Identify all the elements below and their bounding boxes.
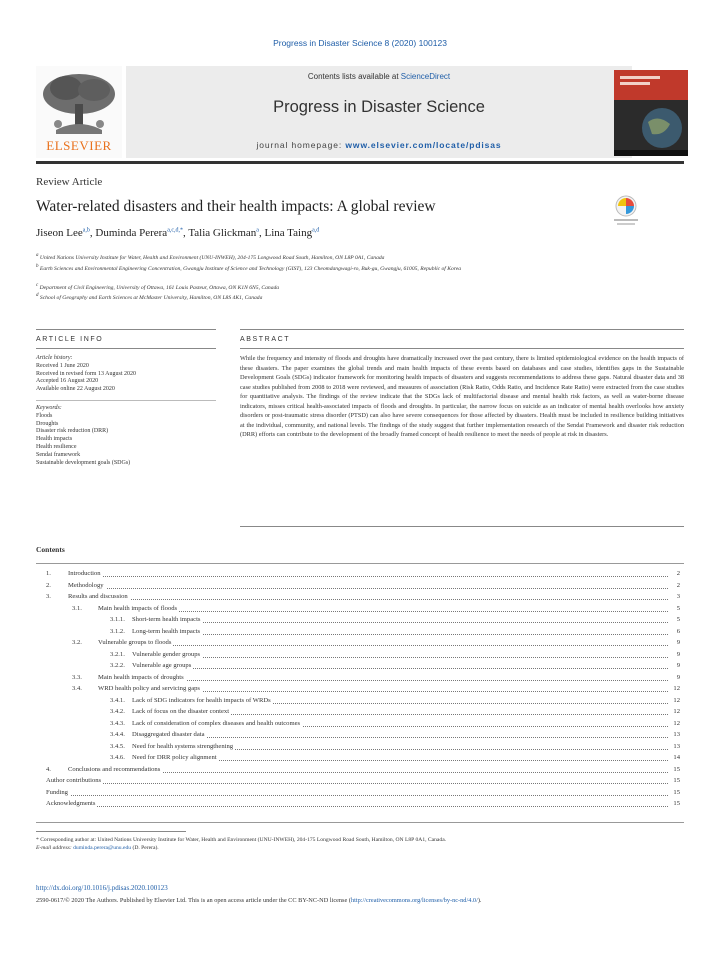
toc-leader-dots [98, 605, 668, 612]
toc-entry[interactable] [36, 731, 684, 742]
license-text: 2590-0617/© 2020 The Authors. Published by Elsevier Ltd. This is an open access article under the CC BY-NC-ND license (http://creativecommons.org/licenses/by-nc-nd/4.0/). [36, 897, 482, 904]
toc-entry-label[interactable]: Methodology [68, 581, 104, 589]
keyword: Disaster risk reduction (DRR) [36, 428, 109, 435]
corresponding-author-text: * Corresponding author at: United Nations University Institute for Water, Health and Environment (UNU-INWEH), 204-175 Longwood Road South, Hamilton, ON L8P 0A1, Canada. [36, 837, 447, 843]
toc-entry[interactable] [36, 593, 684, 604]
toc-entry-label[interactable]: Results and discussion [68, 593, 128, 600]
toc-entry-label[interactable]: Lack of focus on the disaster context [132, 708, 230, 715]
toc-entry-label[interactable]: Lack of consideration of complex diseases and health outcomes [132, 719, 301, 727]
affiliation: $^b$ Earth Sciences and Environmental Engineering Concentration, Gwangju Institute of Science and Technology (GIST), 123 Cheomdangwagi-ro, Buk-gu, Gwangju, 61005, Republic of Korea [36, 264, 462, 272]
toc-leader-dots [132, 662, 668, 669]
author-name[interactable]: Duminda Perera [95, 227, 168, 239]
author-list: Jiseon Lee$^{a,b}$, Duminda Perera$^{a,c,d,*}$, Talia Glickman$^a$, Lina Taing$^{a,d}$ [36, 227, 320, 239]
toc-entry[interactable] [36, 674, 684, 685]
toc-entry-page: 9 [676, 662, 680, 669]
history-item: Received 1 June 2020 [36, 362, 89, 369]
toc-entry-number: 3.4.1. [110, 696, 125, 704]
toc-leader-dots [132, 616, 668, 623]
toc-entry-label[interactable]: Conclusions and recommendations [68, 765, 161, 773]
toc-leader-dots [68, 582, 668, 589]
toc-entry-page: 6 [676, 627, 680, 635]
toc-leader-dots [98, 639, 668, 646]
toc-entry-page: 2 [676, 581, 680, 589]
toc-entry-page: 12 [673, 696, 680, 704]
toc-entry[interactable] [36, 743, 684, 754]
toc-entry-label[interactable]: Long-term health impacts [132, 627, 201, 635]
abstract-text: While the frequency and intensity of floods and droughts have dramatically increased over the past century, there is limited epidemiological evidence on the health impacts of these disasters. The paper examines the global trends and main health impacts of these events based on databases and case studies, identifies gaps in the Sustainable Development Goals (SDGs) indicator framework for monitoring health impacts of disasters and suggests recommendations to address these gaps. Natural disaster data and 38 case studies published from 2008 to 2018 were reviewed, and measures of association (Risk Ratio, Odds Ratio, and Incidence Rate Ratio) were extracted from the case studies for quantitative analysis. The findings of the review indicate that the SDGs lack of multifactorial disease and mental health risk factors, as well as water-borne disease indicators, misses critical health-associated impacts of floods and droughts. In particular, the narrow focus on suicide as an indicator of mental health overlooks how anxiety disorders or post-traumatic stress disorder (PTSD) can also have severe consequences for those affected by disasters. Health must be included in resilience building initiatives at the individual, community, and national levels. The findings of the study suggest that further implementation research of the Sendai Framework and disaster risk reduction (DRR) efforts can contribute to the development of the broadly framed concept of health resilience to meet the needs of people at risk in disasters. [240, 355, 684, 438]
toc-entry-number: 3.4. [72, 685, 82, 692]
toc-entry-number: 3.1. [72, 604, 82, 612]
section-rule [36, 348, 216, 349]
contents-heading: Contents [36, 545, 65, 554]
toc-entry[interactable] [36, 628, 684, 639]
keyword: Droughts [36, 420, 59, 427]
toc-leader-dots [46, 800, 668, 807]
toc-entry[interactable] [36, 582, 684, 593]
article-info-heading: ARTICLE INFO [36, 336, 104, 343]
toc-entry-page: 9 [676, 650, 680, 658]
toc-entry-number: 2. [46, 581, 51, 589]
section-rule [240, 329, 684, 330]
toc-entry-page: 12 [673, 708, 680, 715]
footnote-rule [36, 831, 186, 832]
toc-entry[interactable] [36, 697, 684, 708]
toc-entry-page: 5 [676, 616, 680, 623]
toc-entry-label[interactable]: Vulnerable gender groups [132, 650, 201, 658]
toc-entry-label[interactable]: Short-term health impacts [132, 616, 201, 623]
toc-entry-label[interactable]: Acknowledgments [46, 800, 96, 807]
keyword: Health impacts [36, 436, 73, 443]
keyword: Health resilience [36, 443, 77, 450]
toc-entry-page: 3 [676, 593, 680, 600]
toc-entry[interactable] [36, 720, 684, 731]
affiliation: $^a$ United Nations University Institute for Water, Health and Environment (UNU-INWEH), 204-175 Longwood Road South, Hamilton, ON L8P 0A1, Canada [36, 253, 385, 261]
toc-entry-label[interactable]: WRD health policy and servicing gaps [98, 685, 200, 692]
toc-entry-page: 15 [673, 800, 680, 807]
author-name[interactable]: Lina Taing [264, 227, 313, 239]
toc-entry[interactable] [36, 639, 684, 650]
sciencedirect-link[interactable]: ScienceDirect [400, 72, 451, 81]
keywords-label: Keywords: [36, 404, 62, 411]
email-line: E-mail address: duminda.perera@unu.edu (D. Perera). [36, 845, 159, 852]
journal-name: Progress in Disaster Science [273, 98, 485, 116]
toc-entry-number: 3.2.1. [110, 650, 125, 658]
toc-entry[interactable] [36, 766, 684, 777]
toc-entry-number: 3.3. [72, 673, 82, 681]
toc-entry[interactable] [36, 708, 684, 719]
journal-banner [126, 66, 632, 158]
keyword: Sustainable development goals (SDGs) [36, 459, 131, 466]
email-link[interactable]: duminda.perera@unu.edu [73, 845, 132, 852]
toc-leader-dots [68, 570, 668, 577]
check-for-updates-badge[interactable] [612, 194, 640, 230]
table-of-contents [36, 563, 684, 823]
section-rule [240, 526, 684, 527]
toc-entry-number: 1. [46, 570, 51, 577]
toc-entry-label[interactable]: Vulnerable age groups [132, 662, 192, 669]
toc-entry-page: 14 [673, 754, 680, 761]
toc-entry-page: 15 [673, 788, 680, 796]
toc-entry-label[interactable]: Funding [46, 788, 68, 796]
toc-leader-dots [68, 593, 668, 600]
toc-entry-page: 2 [676, 570, 680, 577]
masthead-rule [36, 161, 684, 164]
toc-entry-label[interactable]: Disaggregated disaster data [132, 731, 205, 738]
toc-entry[interactable] [36, 754, 684, 765]
author-affiliation-marker[interactable]: a [256, 227, 259, 234]
toc-entry-page: 12 [673, 685, 680, 692]
toc-leader-dots [46, 777, 668, 784]
toc-leader-dots [132, 628, 668, 635]
elsevier-logo [36, 66, 122, 158]
masthead [36, 66, 688, 158]
journal-homepage-line: journal homepage: www.elsevier.com/locate/pdisas [256, 140, 502, 150]
doi-link[interactable]: http://dx.doi.org/10.1016/j.pdisas.2020.100123 [36, 884, 168, 892]
toc-entry-page: 5 [676, 604, 680, 612]
toc-entry-page: 13 [673, 731, 680, 738]
toc-entry-label[interactable]: Main health impacts of droughts [98, 673, 184, 681]
history-item: Available online 22 August 2020 [36, 386, 115, 393]
article-type: Review Article [36, 176, 103, 188]
toc-entry-page: 9 [676, 673, 680, 681]
license-link[interactable]: http://creativecommons.org/licenses/by-nc-nd/4.0/ [350, 897, 478, 904]
article-info-panel [36, 355, 216, 467]
toc-entry-label[interactable]: Lack of SDG indicators for health impacts of WRDs [132, 696, 271, 704]
toc-entry[interactable] [36, 605, 684, 616]
toc-entry[interactable] [36, 616, 684, 627]
toc-entry-label[interactable]: Vulnerable groups to floods [98, 639, 172, 646]
toc-entry-number: 3.4.2. [110, 708, 125, 715]
keyword: Sendai framework [36, 451, 81, 458]
toc-entry-number: 3. [46, 593, 51, 600]
corresponding-author-footnote [36, 836, 676, 853]
homepage-link[interactable]: www.elsevier.com/locate/pdisas [345, 140, 502, 150]
toc-entry-label[interactable]: Need for health systems strengthening [132, 742, 234, 750]
affiliation: $^c$ Department of Civil Engineering, University of Ottawa, 161 Louis Pasteur, Ottawa, ON K1N 6N5, Canada [36, 283, 280, 291]
toc-entry-page: 15 [673, 765, 680, 773]
author-affiliation-marker[interactable]: a,d [312, 227, 320, 234]
toc-entry-number: 3.2. [72, 639, 82, 646]
toc-entry[interactable] [36, 789, 684, 800]
toc-entry-label[interactable]: Need for DRR policy alignment [132, 754, 217, 761]
author-affiliation-marker[interactable]: a,c,d,* [167, 227, 184, 234]
toc-leader-dots [132, 651, 668, 658]
toc-entry-number: 3.2.2. [110, 662, 125, 669]
history-item: Received in revised form 13 August 2020 [36, 370, 136, 377]
toc-entry-number: 4. [46, 765, 51, 773]
toc-entry-label[interactable]: Introduction [68, 570, 101, 577]
toc-entry[interactable] [36, 651, 684, 662]
toc-entry-page: 9 [676, 639, 680, 646]
toc-entry-label[interactable]: Author contributions [46, 777, 102, 784]
toc-entry[interactable] [36, 662, 684, 673]
toc-entry[interactable] [36, 800, 684, 811]
author-name[interactable]: Talia Glickman [188, 227, 257, 239]
article-title: Water-related disasters and their health impacts: A global review [36, 198, 436, 215]
abstract-heading: ABSTRACT [240, 336, 291, 343]
toc-leader-dots [46, 789, 668, 796]
info-divider [36, 400, 216, 401]
toc-entry-number: 3.1.1. [110, 616, 125, 623]
toc-entry-page: 13 [673, 742, 680, 750]
contents-available-line: Contents lists available at ScienceDirect [307, 72, 451, 81]
history-item: Accepted 16 August 2020 [36, 378, 99, 385]
section-rule [36, 329, 216, 330]
history-label: Article history: [36, 355, 73, 361]
toc-entry-number: 3.4.3. [110, 719, 125, 727]
check-for-updates-icon [612, 194, 640, 230]
toc-entry-number: 3.1.2. [110, 627, 125, 635]
toc-entry-number: 3.4.6. [110, 754, 125, 761]
affiliation: $^d$ School of Geography and Earth Sciences at McMaster University, Hamilton, ON L8S 4K1, Canada [36, 293, 263, 301]
toc-entry[interactable] [36, 777, 684, 788]
author-name[interactable]: Jiseon Lee [36, 227, 83, 239]
journal-reference[interactable]: Progress in Disaster Science 8 (2020) 100123 [273, 38, 447, 48]
toc-entry-label[interactable]: Main health impacts of floods [98, 604, 178, 612]
toc-entry-number: 3.4.5. [110, 742, 125, 750]
author-affiliation-marker[interactable]: a,b [82, 227, 90, 234]
keyword: Floods [36, 412, 53, 419]
toc-entry-page: 15 [673, 777, 680, 784]
journal-cover-thumbnail [614, 70, 688, 156]
cover-image-icon [614, 70, 688, 156]
toc-leader-dots [132, 731, 668, 738]
toc-entry-page: 12 [673, 719, 680, 727]
section-rule [240, 348, 684, 349]
toc-entry[interactable] [36, 685, 684, 696]
toc-entry[interactable] [36, 570, 684, 581]
publisher-logo-text: ELSEVIER [46, 138, 112, 153]
toc-entry-number: 3.4.4. [110, 731, 125, 738]
